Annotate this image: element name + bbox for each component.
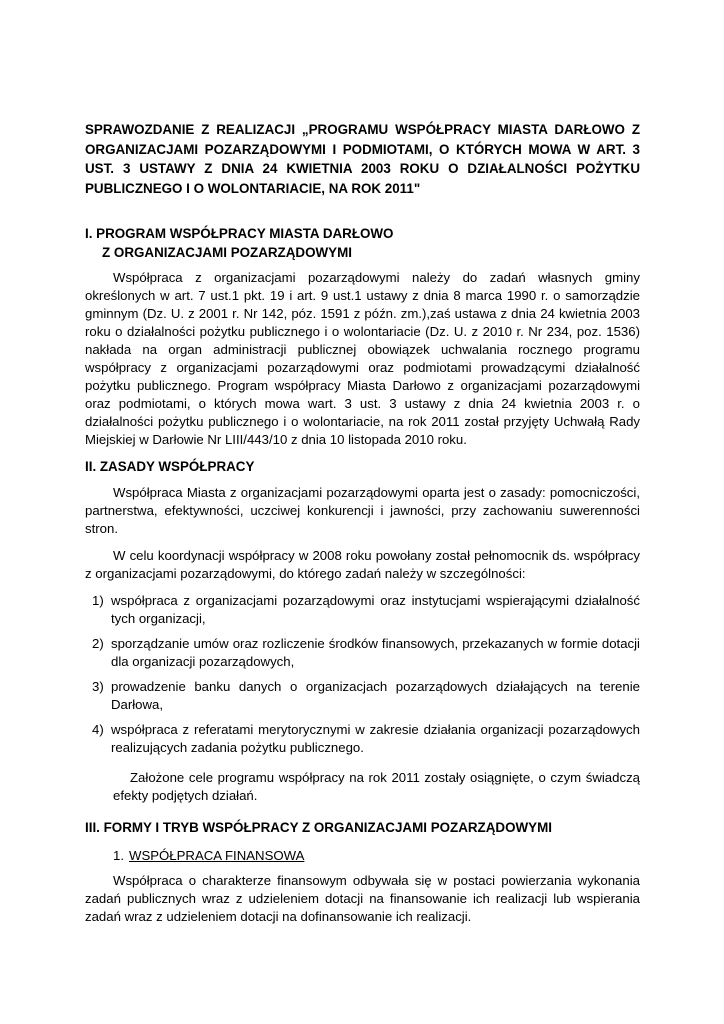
section-1-heading-line-2: Z ORGANIZACJAMI POZARZĄDOWYMI <box>102 244 352 260</box>
section-1-heading <box>85 225 640 262</box>
list-item-4-text: współpraca z referatami merytorycznymi w zakresie działania organizacji pozarządowych realizujących zadania pożytku publicznego. <box>111 722 640 755</box>
list-item-2 <box>92 635 640 671</box>
subsection-1-title: WSPÓŁPRACA FINANSOWA <box>129 848 305 863</box>
list-item-4-marker: 4) <box>92 722 104 737</box>
list-item-3-text: prowadzenie banku danych o organizacjach pozarządowych działających na terenie Darłowa, <box>111 679 640 712</box>
section-1-heading-line-1: I. PROGRAM WSPÓŁPRACY MIASTA DARŁOWO <box>85 226 394 241</box>
section-3-heading: III. FORMY I TRYB WSPÓŁPRACY Z ORGANIZACJAMI POZARZĄDOWYMI <box>85 820 552 835</box>
subsection-1-heading <box>113 847 640 865</box>
subsection-1-number: 1. <box>113 848 124 863</box>
section-3-paragraph: Współpraca o charakterze finansowym odbywała się w postaci powierzania wykonania zadań publicznych wraz z udzieleniem dotacji na finansowanie ich realizacji lub wspierania zadań wraz z udzieleniem dotacji na dofinansowanie ich realizacji. <box>85 873 640 924</box>
list-item-2-text: sporządzanie umów oraz rozliczenie środków finansowych, przekazanych w formie dotacji dla organizacji pozarządowych, <box>111 636 640 669</box>
list-item-4 <box>92 721 640 757</box>
list-item-1 <box>92 592 640 628</box>
list-item-3-marker: 3) <box>92 679 104 694</box>
section-2-paragraph-coordinator: W celu koordynacji współpracy w 2008 roku powołany został pełnomocnik ds. współpracy z organizacjami pozarządowymi, do którego zadań należy w szczególności: <box>85 548 640 581</box>
list-item-1-marker: 1) <box>92 593 104 608</box>
list-item-3 <box>92 678 640 714</box>
section-2-heading: II. ZASADY WSPÓŁPRACY <box>85 459 255 474</box>
section-2-paragraph-principles: Współpraca Miasta z organizacjami pozarządowymi oparta jest o zasady: pomocniczości, partnerstwa, efektywności, uczciwej konkurencji i jawności, przy zachowaniu suwerenności stron. <box>85 485 640 536</box>
section-2-closing-paragraph: Założone cele programu współpracy na rok 2011 zostały osiągnięte, o czym świadczą efekty podjętych działań. <box>113 770 640 803</box>
coordinator-duties-list <box>85 592 640 757</box>
section-1-paragraph: Współpraca z organizacjami pozarządowymi należy do zadań własnych gminy określonych w art. 7 ust.1 pkt. 19 i art. 9 ust.1 ustawy z dnia 8 marca 1990 r. o samorządzie gminnym (Dz. U. z 2001 r. Nr 142, póz. 1591 z późn. zm.),zaś ustawa z dnia 24 kwietnia 2003 roku o działalności pożytku publicznego i o wolontariacie (Dz. U. z 2010 r. Nr 234, poz. 1536) nakłada na organ administracji publicznej obowiązek uchwalania rocznego programu współpracy z organizacjami pozarządowymi oraz podmiotami prowadzącymi działalność pożytku publicznego. Program współpracy Miasta Darłowo z organizacjami pozarządowymi oraz podmiotami, o których mowa wart. 3 ust. 3 ustawy z dnia 24 kwietnia 2003 r. o działalności pożytku publicznego i o wolontariacie, na rok 2011 został przyjęty Uchwałą Rady Miejskiej w Darłowie Nr LIII/443/10 z dnia 10 listopada 2010 roku. <box>85 270 640 447</box>
document-title: SPRAWOZDANIE Z REALIZACJI „PROGRAMU WSPÓŁPRACY MIASTA DARŁOWO Z ORGANIZACJAMI POZARZĄDOWYMI I PODMIOTAMI, O KTÓRYCH MOWA W ART. 3 UST. 3 USTAWY Z DNIA 24 KWIETNIA 2003 ROKU O DZIAŁALNOŚCI POŻYTKU PUBLICZNEGO I O WOLONTARIACIE, NA ROK 2011" <box>85 122 640 196</box>
list-item-2-marker: 2) <box>92 636 104 651</box>
list-item-1-text: współpraca z organizacjami pozarządowymi oraz instytucjami wspierającymi działalność tych organizacji, <box>111 593 640 626</box>
